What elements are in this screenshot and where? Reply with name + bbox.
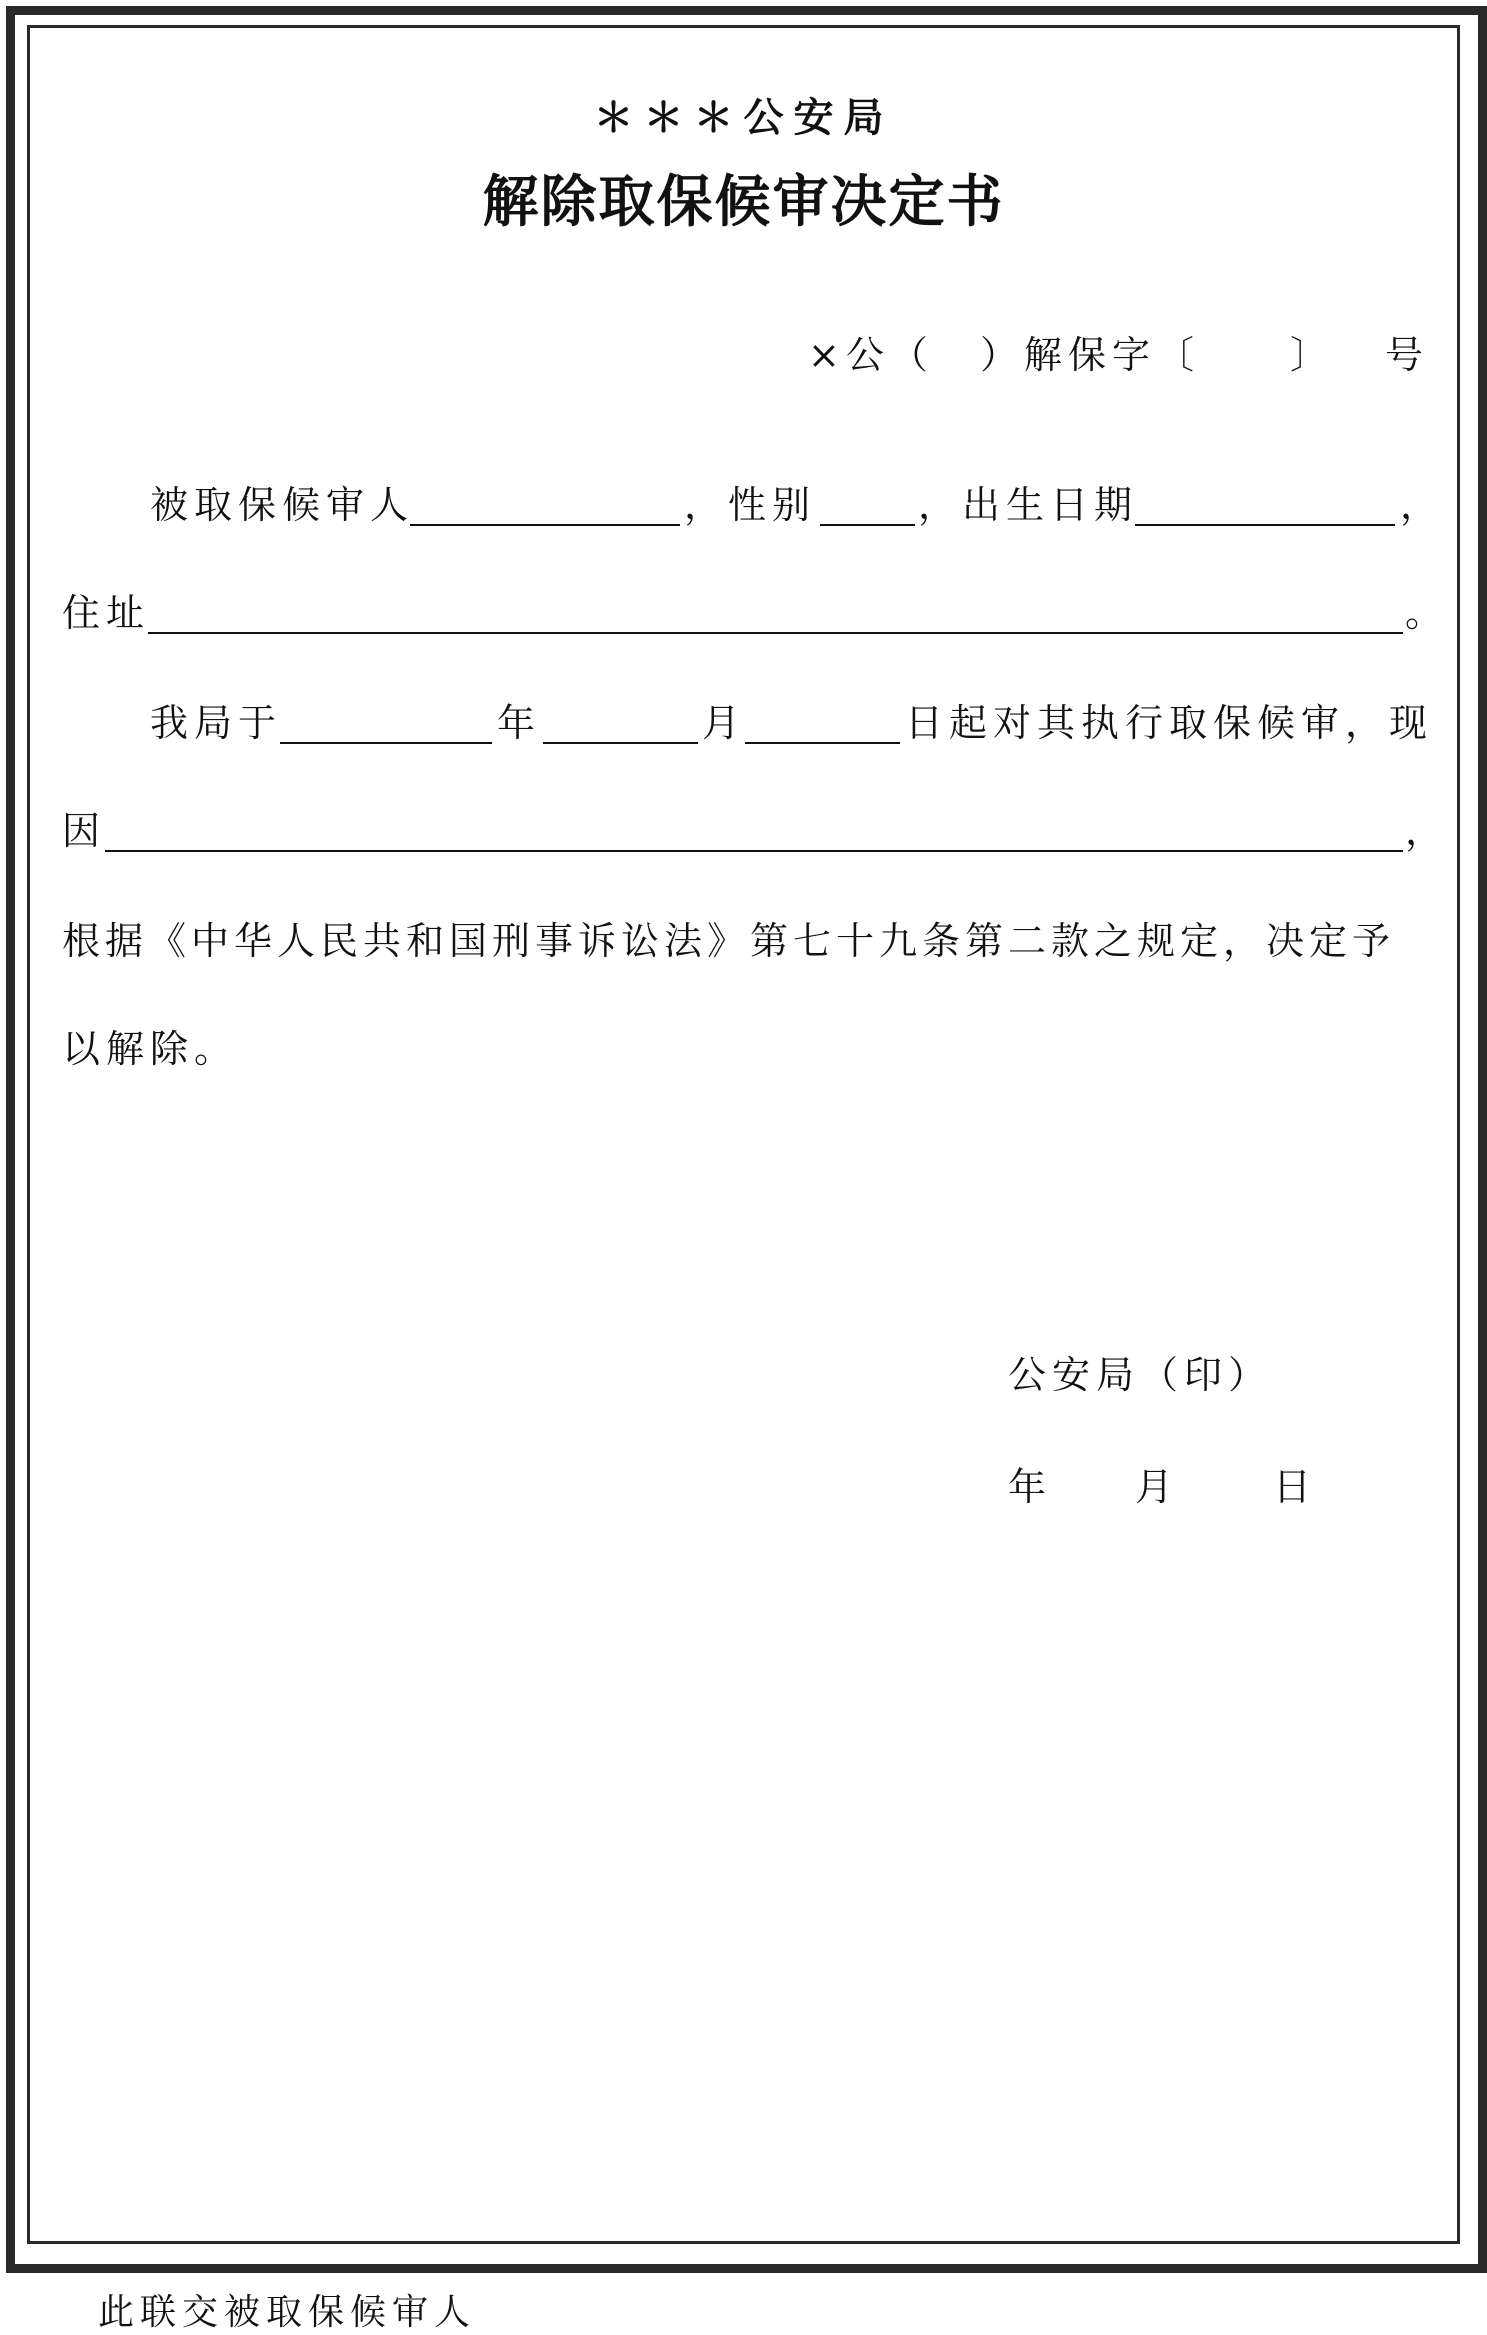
- field-start-year[interactable]: [280, 742, 492, 744]
- doc-number-suffix: 号: [1385, 333, 1430, 377]
- field-address[interactable]: [148, 632, 1403, 634]
- doc-number-middle: ）解保字〔: [980, 333, 1201, 377]
- label-reason: 因: [62, 809, 107, 853]
- line2-period: 。: [1405, 591, 1450, 635]
- label-address: 住址: [62, 591, 151, 635]
- agency-name: ＊＊＊公安局: [593, 94, 894, 141]
- label-execution-text: 日起对其执行取保候审，现: [905, 701, 1434, 745]
- copy-note: 此联交被取保候审人: [98, 2292, 477, 2333]
- legal-basis-text: 根据《中华人民共和国刑事诉讼法》第七十九条第二款之规定，决定予: [62, 919, 1396, 963]
- label-detainee: 被取保候审人: [150, 483, 415, 527]
- sign-day: 日: [1273, 1465, 1318, 1509]
- sign-year: 年: [1008, 1465, 1053, 1509]
- sign-month: 月: [1135, 1465, 1180, 1509]
- label-gender: ，性别: [684, 483, 817, 527]
- label-year: 年: [497, 701, 542, 745]
- field-start-day[interactable]: [745, 742, 900, 744]
- field-birth-date[interactable]: [1135, 524, 1395, 526]
- field-start-month[interactable]: [543, 742, 698, 744]
- line1-comma: ，: [1400, 483, 1445, 527]
- label-month: 月: [702, 701, 747, 745]
- doc-number-prefix: ×公（: [808, 333, 934, 377]
- document-title: 解除取保候审决定书: [482, 169, 1005, 235]
- field-reason[interactable]: [105, 850, 1403, 852]
- line4-comma: ，: [1405, 809, 1450, 853]
- field-gender[interactable]: [820, 524, 915, 526]
- label-bureau-on: 我局于: [150, 701, 283, 745]
- label-birth-date: ，出生日期: [918, 483, 1139, 527]
- doc-number-bracket-close: 〕: [1290, 333, 1335, 377]
- seal-label: 公安局（印）: [1008, 1353, 1273, 1397]
- inner-border: [27, 25, 1460, 2244]
- field-detainee-name[interactable]: [410, 524, 680, 526]
- decision-text: 以解除。: [62, 1027, 239, 1071]
